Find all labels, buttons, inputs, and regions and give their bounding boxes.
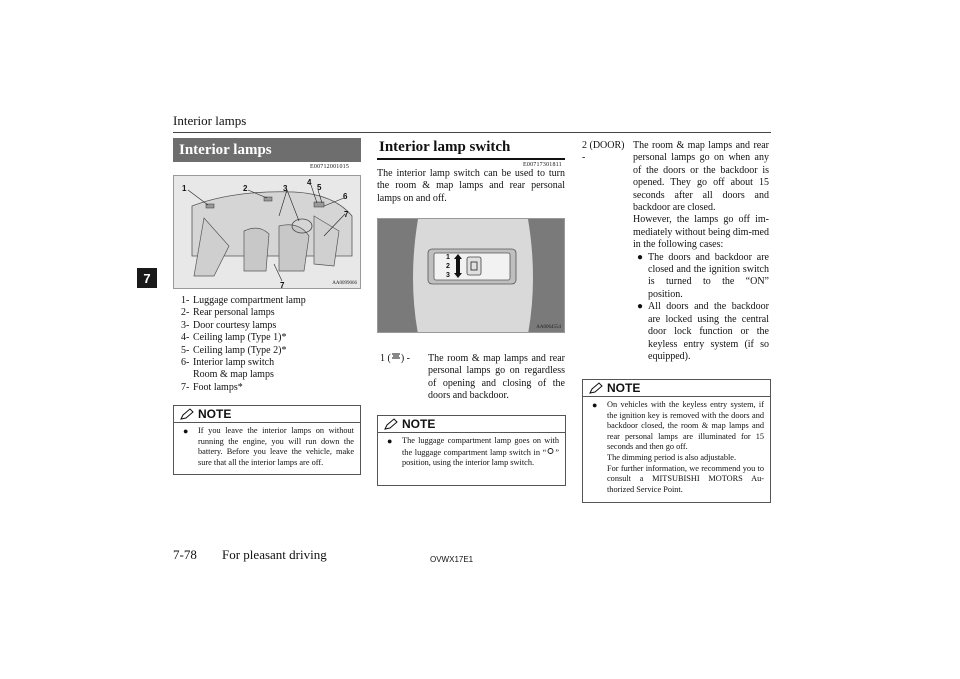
note-box-1 [173, 405, 361, 475]
note-header [174, 406, 360, 423]
pos2-paragraph-2: However, the lamps go off im-mediately without being dim-med in the following cases: [633, 214, 769, 251]
bullet-icon: ● [637, 251, 644, 263]
list-item [181, 369, 361, 381]
position-2-label: 2 (DOOR) - [582, 140, 625, 164]
lamp-switch-figure [377, 218, 565, 333]
pencil-icon [180, 408, 194, 420]
switch-pos-3: 3 [446, 272, 450, 279]
running-header: Interior lamps [173, 113, 247, 128]
header-rule [173, 132, 771, 133]
switch-illustration [378, 219, 565, 333]
note-line: For further information, we recommend you to consult a MITSUBISHI MOTORS Au-thorized Service Point. [607, 463, 764, 494]
note-header [378, 416, 565, 433]
list-item [633, 301, 769, 363]
footer-section: For pleasant driving [222, 547, 327, 562]
item-text: Door courtesy lamps [193, 319, 277, 331]
luggage-lamp-icon [546, 447, 555, 455]
note-body [583, 397, 770, 499]
item-text: Room & map lamps [193, 369, 274, 381]
item-number: 6- [181, 357, 190, 369]
item-text: Foot lamps* [193, 381, 243, 393]
item-number: 5- [181, 344, 190, 356]
bullet-icon: ● [387, 436, 393, 446]
callout-1: 1 [182, 184, 187, 193]
item-number: 1- [181, 295, 190, 306]
note-text: If you leave the interior lamps on without running the engine, you will run down the battery. Before you leave the vehicle, make sure that all the interior lamps are off. [198, 426, 354, 467]
callout-2: 2 [243, 184, 248, 193]
item-text: Interior lamp switch [193, 357, 275, 369]
item-text: Ceiling lamp (Type 2)* [193, 344, 287, 356]
callout-7b: 7 [280, 281, 285, 289]
section-heading-interior-lamps: Interior lamps [173, 138, 361, 162]
note-line: The dimming period is also adjustable. [607, 452, 737, 462]
note-text-pre: The luggage compartment lamp goes on with the luggage compartment lamp switch in “ [402, 436, 559, 457]
note-body [378, 433, 565, 473]
position-1-label [380, 353, 426, 365]
callout-6: 6 [343, 192, 348, 201]
item-number: 7- [181, 381, 190, 393]
pos1-close: ) - [400, 353, 411, 364]
bullet-icon: ● [592, 400, 598, 410]
section-heading-interior-lamp-switch: Interior lamp switch [377, 136, 565, 160]
callout-4: 4 [307, 178, 312, 187]
list-item [181, 320, 361, 332]
item-text: Rear personal lamps [193, 307, 275, 319]
item-number: 3- [181, 319, 190, 331]
list-item [181, 295, 361, 307]
pencil-icon [589, 382, 603, 394]
item-number: 2- [181, 307, 190, 319]
interior-lamps-figure [173, 175, 361, 289]
list-item [181, 307, 361, 319]
note-text-post: ” position, using the interior lamp switch. [402, 447, 559, 468]
callout-3: 3 [283, 184, 288, 193]
note-header [583, 380, 770, 397]
document-code: OVWX17E1 [430, 555, 474, 564]
list-item [633, 252, 769, 302]
note-label: NOTE [198, 407, 232, 421]
note-body [174, 423, 360, 472]
lamp-on-icon [391, 353, 401, 361]
position-1-text: The room & map lamps and rear personal lamps go on regardless of opening and closing of the doors and backdoor. [428, 353, 565, 402]
note-box-2 [377, 415, 566, 486]
chapter-tab: 7 [137, 268, 157, 288]
item-text: Ceiling lamp (Type 1)* [193, 332, 287, 344]
list-item [181, 357, 361, 369]
car-interior-illustration [174, 176, 361, 289]
bullet-icon: ● [637, 301, 644, 313]
section-code: E00717301811 [523, 162, 562, 168]
bullet-text: All doors and the backdoor are locked using the central door lock function or the keyless entry system (if so equipped). [648, 301, 769, 362]
note-line: On vehicles with the keyless entry system, if the ignition key is removed with the doors and backdoor closed, the room & map lamps and rear personal lamps are illuminated for 15 seconds and then go off. [607, 400, 764, 452]
switch-pos-1: 1 [446, 254, 450, 261]
item-number: 4- [181, 332, 190, 344]
figure-code: AA0099066 [332, 281, 357, 286]
note-label: NOTE [607, 381, 641, 395]
callout-5: 5 [317, 183, 322, 192]
intro-paragraph: The interior lamp switch can be used to turn the room & map lamps and rear personal lamps on and off. [377, 168, 565, 204]
list-item [181, 345, 361, 357]
item-text: Luggage compartment lamp [193, 295, 306, 306]
bullet-icon: ● [183, 426, 189, 436]
bullet-text: The doors and backdoor are closed and the ignition switch is turned to the “ON” position. [648, 251, 769, 300]
pos1-label: 1 ( [380, 353, 391, 364]
figure-code: AA0064554 [536, 325, 561, 330]
note-label: NOTE [402, 417, 436, 431]
position-2-text [633, 140, 769, 363]
pencil-icon [384, 418, 398, 430]
page-number: 7-78 [173, 547, 197, 562]
pos2-paragraph-1: The room & map lamps and rear personal lamps go on when any of the doors or the backdoor is opened. They go off about 15 seconds after all doors and backdoor are closed. [633, 140, 769, 214]
note-box-3 [582, 379, 771, 503]
list-item [181, 382, 361, 394]
callout-7a: 7 [344, 210, 349, 219]
section-code: E00712001015 [310, 164, 350, 170]
parts-list [181, 295, 361, 394]
list-item [181, 332, 361, 344]
switch-pos-2: 2 [446, 263, 450, 270]
